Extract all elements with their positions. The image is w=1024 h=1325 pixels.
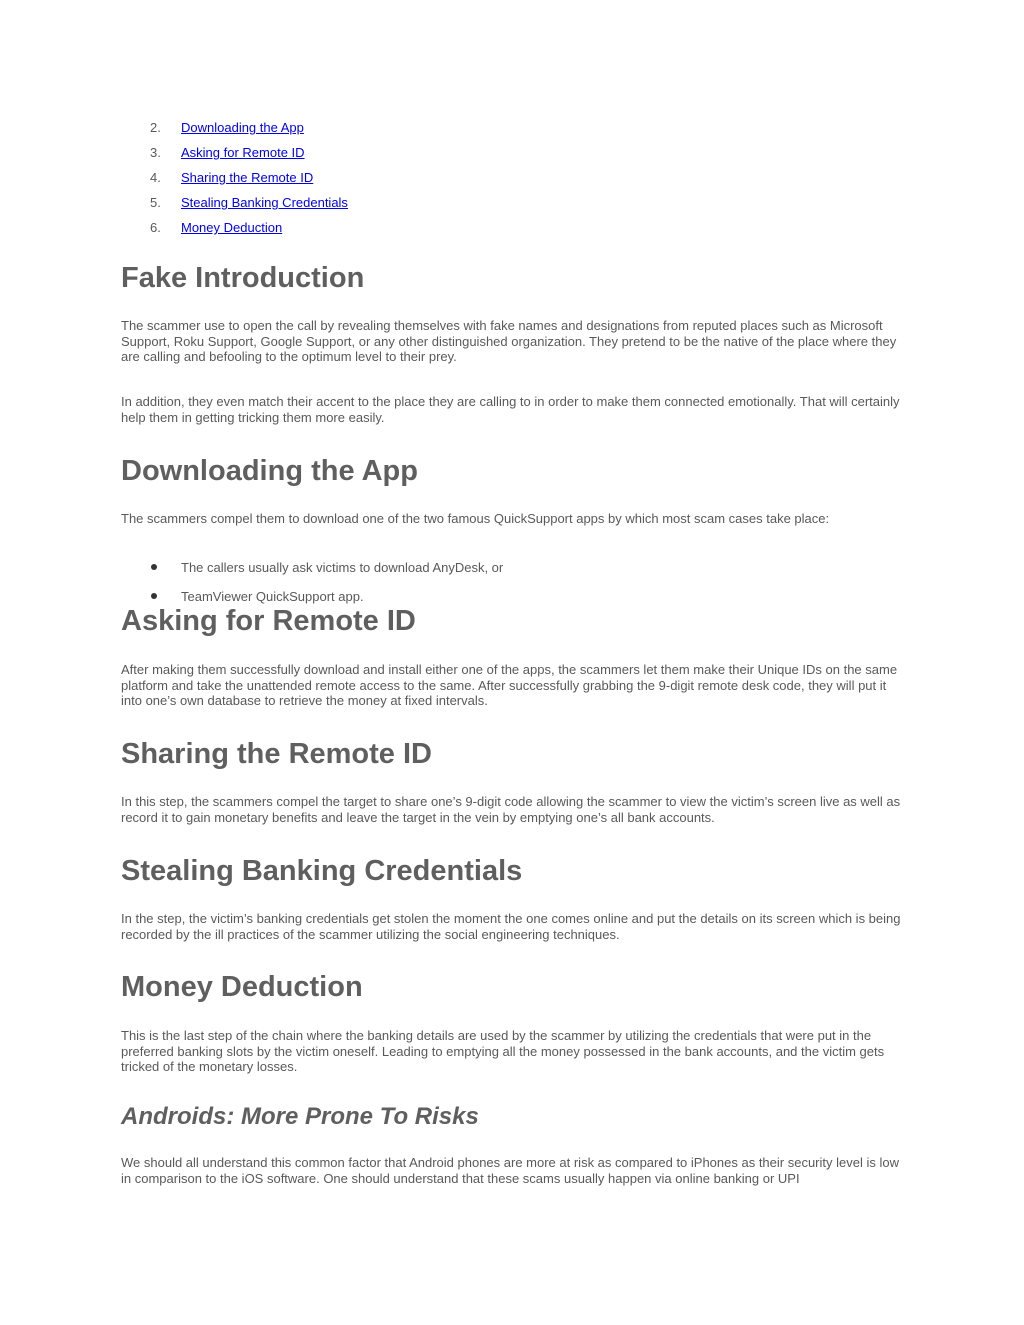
paragraph-money-1: This is the last step of the chain where the banking details are used by the scammer by utilizing the credentials that were put in the preferred banking slots by the victim oneself. Leading to emptying all the money possessed in the bank accounts, and the victim gets tricked of the monetary losses.: [121, 1028, 885, 1075]
paragraph-sharing-1: In this step, the scammers compel the target to share one’s 9-digit code allowing the scammer to view the victim’s screen live as well as record it to gain monetary benefits and leave the target in the vein by emptying one’s all bank accounts.: [121, 794, 901, 825]
toc-link-stealing[interactable]: Stealing Banking Credentials: [181, 195, 348, 210]
toc-number: 4.: [150, 170, 161, 185]
paragraph-downloading-1: The scammers compel them to download one of the two famous QuickSupport apps by which most scam cases take place:: [121, 511, 830, 526]
heading-asking-remote-id: Asking for Remote ID: [121, 605, 416, 637]
toc-item: [0, 119, 1024, 144]
bullet-icon: [151, 564, 157, 570]
paragraph-asking-1: After making them successfully download and install either one of the apps, the scammers let them make their Unique IDs on the same platform and take the unattended remote access to the same. After successfully grabbing the 9-digit remote desk code, they will put it into one’s own database to retrieve the money at fixed intervals.: [121, 662, 898, 709]
toc-number: 3.: [150, 145, 161, 160]
bullet-icon: [151, 593, 157, 599]
toc-number: 5.: [150, 195, 161, 210]
heading-stealing-credentials: Stealing Banking Credentials: [121, 855, 523, 887]
toc-number: 2.: [150, 120, 161, 135]
toc-item: [0, 144, 1024, 169]
toc-item: [0, 219, 1024, 244]
toc-link-sharing[interactable]: Sharing the Remote ID: [181, 170, 314, 185]
toc-link-asking[interactable]: Asking for Remote ID: [181, 145, 305, 160]
heading-fake-introduction: Fake Introduction: [121, 262, 365, 294]
toc-link-downloading[interactable]: Downloading the App: [181, 120, 304, 135]
toc-item: [0, 194, 1024, 219]
heading-androids-risks: Androids: More Prone To Risks: [121, 1103, 479, 1130]
paragraph-stealing-1: In the step, the victim’s banking credentials get stolen the moment the one comes online and put the details on its screen which is being recorded by the ill practices of the scammer utilizing the social engineering techniques.: [121, 911, 901, 942]
list-item: [0, 559, 1024, 588]
toc-link-money[interactable]: Money Deduction: [181, 220, 283, 235]
heading-money-deduction: Money Deduction: [121, 971, 363, 1003]
paragraph-fake-intro-1: The scammer use to open the call by revealing themselves with fake names and designations from reputed places such as Microsoft Support, Roku Support, Google Support, or any other distinguished organization. They pretend to be the native of the place where they are calling and befooling to the optimum level to their prey.: [121, 318, 897, 365]
paragraph-fake-intro-2: In addition, they even match their accent to the place they are calling to in order to make them connected emotionally. That will certainly help them in getting tricking them more easily.: [121, 394, 900, 425]
heading-sharing-remote-id: Sharing the Remote ID: [121, 738, 432, 770]
bullet-text: TeamViewer QuickSupport app.: [181, 589, 364, 604]
bullet-text: The callers usually ask victims to download AnyDesk, or: [181, 560, 504, 575]
heading-downloading-app: Downloading the App: [121, 455, 418, 487]
paragraph-androids-1: We should all understand this common factor that Android phones are more at risk as compared to iPhones as their security level is low in comparison to the iOS software. One should understand that these scams usually happen via online banking or UPI: [121, 1155, 899, 1186]
table-of-contents: [0, 119, 1024, 244]
toc-item: [0, 169, 1024, 194]
toc-number: 6.: [150, 220, 161, 235]
